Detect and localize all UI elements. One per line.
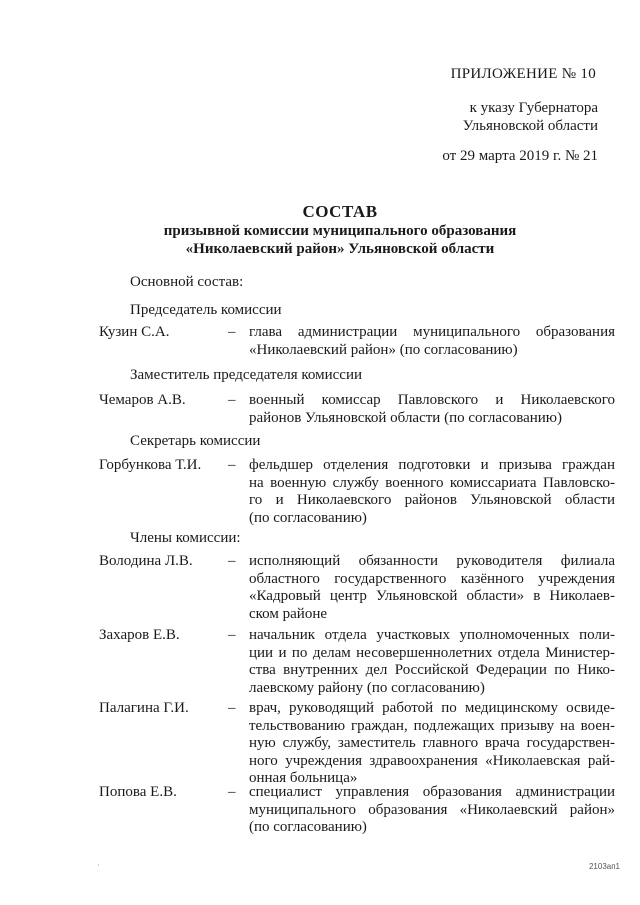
desc-line: военный комиссар Павловского и Николаевского [249,392,615,408]
member-name: Володина Л.В. [99,553,193,569]
desc-line: ции и по делам несовершеннолетних отдела Министер- [249,644,615,661]
desc-line: глава администрации муниципального образования [249,324,615,340]
desc-line: (по согласованию) [249,509,367,526]
section-deputy: Заместитель председателя комиссии [130,367,363,383]
desc-line: районов Ульяновской области (по согласованию) [249,409,562,426]
desc-line: ного учреждения здравоохранения «Николаевская рай- [249,752,615,769]
footer-mark: · [97,861,100,870]
desc-line: на военную службу военного комиссариата Павловско- [249,474,615,491]
desc-line: онная больница» [249,770,358,786]
member-description [249,553,615,623]
dash: – [228,784,236,800]
desc-line: (по согласованию) [249,819,367,835]
desc-line: «Николаевский район» (по согласованию) [249,341,518,358]
member-name: Чемаров А.В. [99,392,186,408]
dash: – [228,392,236,408]
decree-region: Ульяновской области [462,118,598,134]
desc-line: ском районе [249,605,328,622]
desc-line: лаевскому району (по согласованию) [249,679,485,696]
section-secretary: Секретарь комиссии [130,433,261,449]
document-subtitle-line2: «Николаевский район» Ульяновской области [185,241,495,257]
member-name: Кузин С.А. [99,324,170,340]
member-description [249,784,615,837]
desc-line: тельствованию граждан, подлежащих призыву на воен- [249,717,615,734]
desc-line: областного государственного казённого учреждения [249,570,615,587]
desc-line: «Кадровый центр Ульяновской области» в Николаев- [249,588,615,604]
desc-line: го и Николаевского районов Ульяновской области [249,492,615,508]
desc-line: исполняющий обязанности руководителя филиала [249,553,615,569]
desc-line: начальник отдела участковых уполномоченных поли- [249,627,615,643]
section-main-composition: Основной состав: [130,274,244,290]
member-description [249,700,615,788]
document-title: СОСТАВ [302,202,378,221]
member-description [249,457,615,527]
member-name: Захаров Е.В. [99,627,180,643]
member-description [249,324,615,359]
member-name: Палагина Г.И. [99,700,189,716]
footer-code: 2103ап1 [588,862,620,871]
document-subtitle-line1: призывной комиссии муниципального образования [163,223,517,239]
member-name: Горбункова Т.И. [99,457,202,473]
dash: – [228,457,236,473]
desc-line: муниципального образования «Николаевский район» [249,801,615,818]
desc-line: специалист управления образования администрации [249,784,615,800]
desc-line: ства внутренних дел Российской Федерации по Нико- [249,662,615,678]
dash: – [228,324,236,340]
desc-line: врач, руководящий работой по медицинскому освиде- [249,700,615,716]
dash: – [228,700,236,716]
section-chairman: Председатель комиссии [130,302,282,318]
desc-line: ную службу, заместитель главного врача государствен- [249,735,615,751]
decree-date: от 29 марта 2019 г. № 21 [442,148,598,164]
dash: – [228,553,236,569]
member-description [249,627,615,697]
desc-line: фельдшер отделения подготовки и призыва граждан [249,457,615,473]
member-description [249,392,615,427]
section-members: Члены комиссии: [130,530,241,546]
dash: – [228,627,236,643]
member-name: Попова Е.В. [99,784,177,800]
annex-number: ПРИЛОЖЕНИЕ № 10 [450,66,596,82]
decree-reference: к указу Губернатора [469,100,598,116]
